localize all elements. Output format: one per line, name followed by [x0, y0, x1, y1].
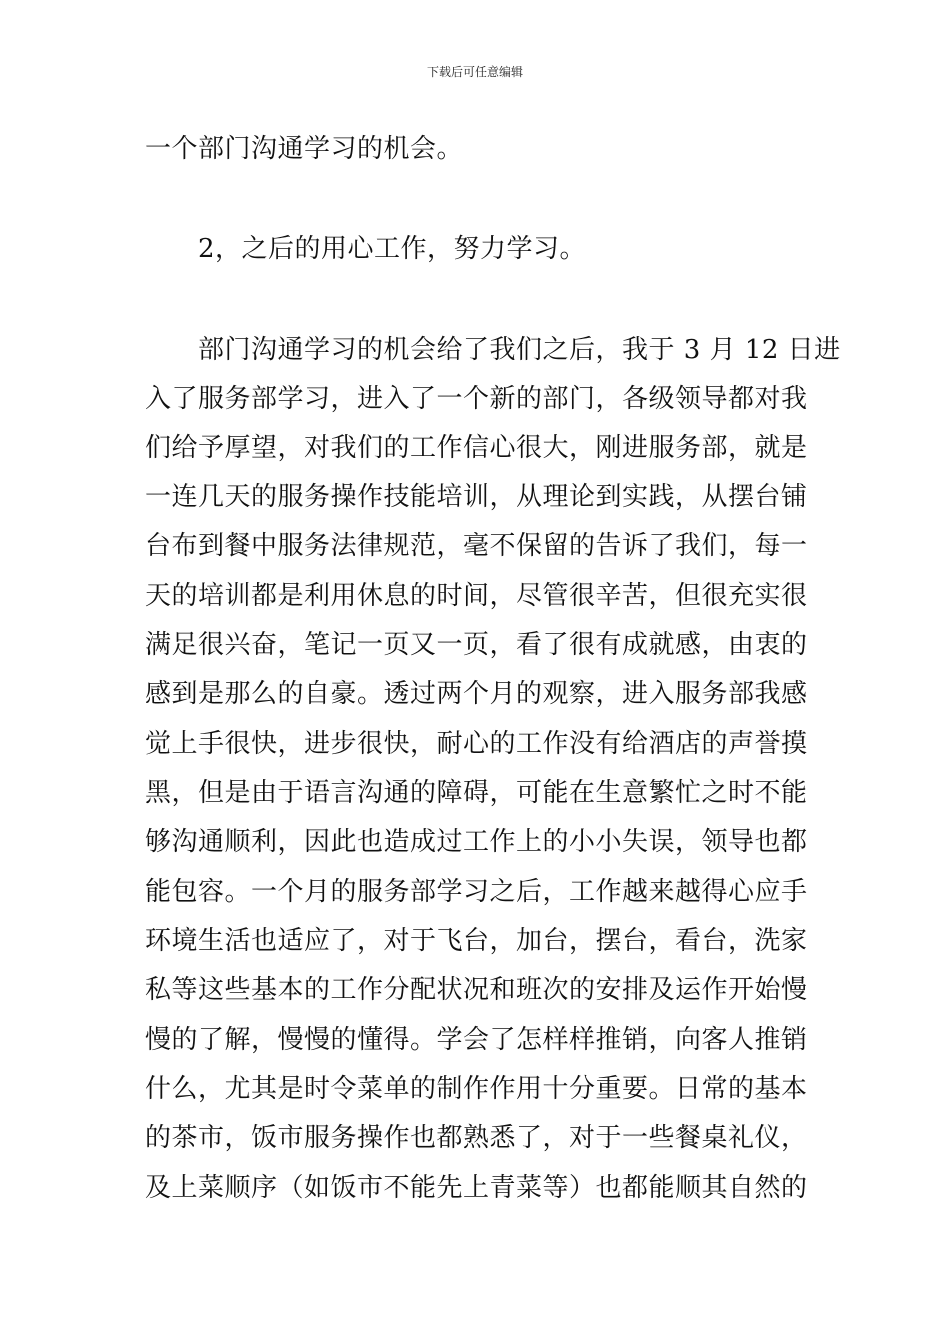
body-line: 私等这些基本的工作分配状况和班次的安排及运作开始慢 — [145, 975, 808, 1005]
body-line: 一个部门沟通学习的机会。 — [145, 134, 464, 164]
body-line: 一连几天的服务操作技能培训，从理论到实践，从摆台铺 — [145, 482, 808, 512]
body-line: 的茶市，饭市服务操作也都熟悉了，对于一些餐桌礼仪， — [145, 1123, 808, 1153]
body-line: 们给予厚望，对我们的工作信心很大，刚进服务部，就是 — [145, 433, 808, 463]
body-line: 什么，尤其是时令菜单的制作作用十分重要。日常的基本 — [145, 1074, 808, 1104]
body-line: 天的培训都是利用休息的时间，尽管很辛苦，但很充实很 — [145, 581, 808, 611]
body-line: 觉上手很快，进步很快，耐心的工作没有给酒店的声誉摸 — [145, 729, 808, 759]
body-line: 感到是那么的自豪。透过两个月的观察，进入服务部我感 — [145, 679, 808, 709]
body-line: 能包容。一个月的服务部学习之后，工作越来越得心应手 — [145, 877, 808, 907]
page-header: 下载后可任意编辑 — [426, 65, 523, 79]
body-line: 黑，但是由于语言沟通的障碍，可能在生意繁忙之时不能 — [145, 778, 808, 808]
body-line: 满足很兴奋，笔记一页又一页，看了很有成就感，由衷的 — [145, 630, 808, 660]
body-line: 部门沟通学习的机会给了我们之后，我于 3 月 12 日进 — [198, 335, 841, 365]
body-line: 环境生活也适应了，对于飞台，加台，摆台，看台，洗家 — [145, 926, 808, 956]
section-heading: 2，之后的用心工作，努力学习。 — [198, 234, 587, 264]
body-line: 慢的了解，慢慢的懂得。学会了怎样样推销，向客人推销 — [145, 1025, 808, 1055]
body-line: 够沟通顺利，因此也造成过工作上的小小失误，领导也都 — [145, 827, 808, 857]
body-line: 入了服务部学习，进入了一个新的部门，各级领导都对我 — [145, 384, 808, 414]
body-line: 台布到餐中服务法律规范，毫不保留的告诉了我们，每一 — [145, 531, 808, 561]
body-line: 及上菜顺序（如饭市不能先上青菜等）也都能顺其自然的 — [145, 1173, 808, 1203]
